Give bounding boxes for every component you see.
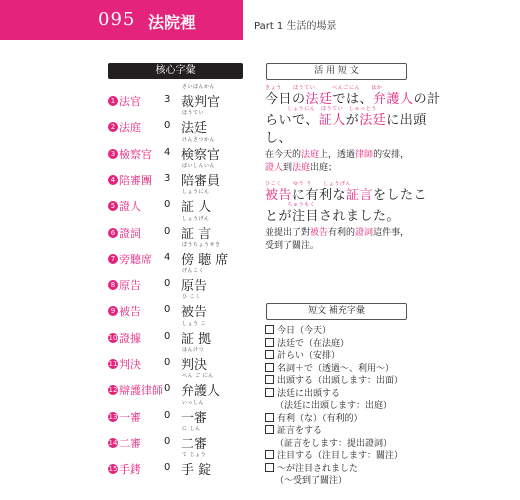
vocab-number-badge: 15 <box>108 465 118 474</box>
vocab-chinese: 法庭 <box>119 121 141 135</box>
checkbox-icon <box>265 363 274 372</box>
vocab-number-badge: 7 <box>108 254 118 264</box>
vocab-chinese: 判決 <box>119 358 141 371</box>
vocab-row <box>108 162 248 195</box>
phrase2-line-1: 被告に有利な証言をしたこ <box>265 188 428 203</box>
supp-item <box>265 386 340 399</box>
chapter-number: 095 <box>98 9 136 30</box>
vocab-number-badge: 12 <box>108 386 118 395</box>
checkbox-icon <box>265 325 274 334</box>
vocab-japanese: 一審 <box>181 410 208 426</box>
vocab-accent: 0 <box>164 225 171 237</box>
phrase2-zh-2: 受到了關注。 <box>265 241 320 251</box>
vocab-number-badge: 10 <box>108 333 118 342</box>
vocab-row <box>108 320 248 353</box>
supp-item <box>275 436 392 449</box>
phrase1-line-1: 今日の法廷では、弁護人の計 <box>265 92 441 107</box>
supp-item <box>265 348 340 361</box>
supp-item-text: （法廷に出頭します：出庭） <box>275 401 393 411</box>
phrase2-ruby-2: ちゅうもく <box>265 202 316 208</box>
vocab-chinese: 被告 <box>119 305 141 319</box>
vocab-japanese: 傍 聴 席 <box>181 252 229 268</box>
vocab-japanese: 原告 <box>181 279 208 295</box>
vocab-number-badge: 1 <box>108 96 118 106</box>
vocab-number-badge: 2 <box>108 122 118 132</box>
checkbox-icon <box>265 338 274 347</box>
chapter-title: 法院裡 <box>148 13 197 32</box>
vocab-japanese: 証 人 <box>181 200 212 216</box>
phrase2-zh-1: 並提出了對被告有利的證詞這件事， <box>265 228 410 238</box>
supp-item-text: 名詞＋で（透過～、利用～） <box>277 363 395 374</box>
checkbox-icon <box>265 388 274 397</box>
vocab-accent: 0 <box>164 120 171 132</box>
vocab-accent: 4 <box>164 251 171 263</box>
vocab-japanese: 手 錠 <box>181 463 212 479</box>
supp-item-text: 証言をする <box>277 426 323 436</box>
vocab-ruby: ばいしんいん <box>182 162 216 169</box>
phrase2-ruby-1: ひこく ゆう り しょうげん <box>265 181 352 187</box>
supp-item-text: 出頭する（出頭します：出面） <box>277 376 404 386</box>
supp-item <box>265 373 403 386</box>
vocab-row <box>108 84 248 116</box>
vocab-chinese: 旁聽席 <box>119 252 152 266</box>
vocab-accent: 3 <box>164 94 171 105</box>
supp-item <box>265 323 331 336</box>
vocab-japanese: 検察官 <box>181 147 221 163</box>
supp-item-text: 計らい（安排） <box>277 351 341 361</box>
vocab-ruby: べん ご にん <box>182 373 214 380</box>
checkbox-icon <box>265 375 274 384</box>
supp-vocab-heading: 短文 補充字彙 <box>266 303 407 320</box>
checkbox-icon <box>265 425 274 434</box>
vocab-number-badge: 6 <box>108 228 118 238</box>
supp-item-text: 今日（今天） <box>277 326 332 336</box>
supp-item <box>265 423 322 436</box>
vocab-chinese: 法官 <box>119 95 141 108</box>
vocab-ruby: いっしん <box>182 399 205 406</box>
vocab-row <box>108 347 248 379</box>
vocab-row <box>108 399 248 432</box>
vocab-japanese: 法廷 <box>181 121 208 137</box>
vocab-ruby: けんさつかん <box>182 136 216 143</box>
vocab-row <box>108 268 248 300</box>
phrase2-line-2: とが注目されました。 <box>265 209 401 224</box>
phrase1-ruby-1: きょう ほうてい べんごにん はか <box>265 85 383 91</box>
supp-item-text: 法廷に出頭する <box>277 388 341 399</box>
vocab-chinese: 辯護律師 <box>119 384 163 398</box>
supp-item <box>265 336 349 349</box>
vocab-accent: 0 <box>164 409 171 421</box>
supp-item-text: （証言をします：提出證詞） <box>275 438 393 449</box>
supp-item <box>265 461 358 474</box>
vocab-number-badge: 4 <box>108 175 118 185</box>
checkbox-icon <box>265 413 274 422</box>
vocab-chinese: 原告 <box>119 279 141 293</box>
supp-item-text: （～受到了關注） <box>275 476 348 486</box>
vocab-japanese: 証 拠 <box>181 331 212 347</box>
vocab-ruby: ほうてい <box>182 110 205 117</box>
vocab-ruby: しょうげん <box>182 215 210 222</box>
vocab-accent: 0 <box>164 278 171 290</box>
supp-item <box>275 473 347 486</box>
vocab-ruby: さいばんかん <box>182 84 216 90</box>
vocab-japanese: 陪審員 <box>181 173 221 189</box>
phrase1-zh-2: 證人到法庭出庭； <box>265 163 338 173</box>
vocab-japanese: 証 言 <box>181 226 212 242</box>
vocab-number-badge: 11 <box>108 360 118 368</box>
vocab-number-badge: 14 <box>108 438 118 447</box>
vocab-accent: 0 <box>164 304 171 316</box>
vocab-accent: 3 <box>164 172 171 184</box>
vocab-japanese: 判決 <box>181 358 208 373</box>
vocab-chinese: 證人 <box>119 200 141 214</box>
core-vocab-heading: 核心字彙 <box>108 63 243 79</box>
vocab-row <box>108 215 248 248</box>
vocab-chinese: 證詞 <box>119 226 141 240</box>
vocab-ruby: しょう こ <box>182 320 207 327</box>
checkbox-icon <box>265 350 274 359</box>
vocab-japanese: 二審 <box>181 436 208 452</box>
vocab-row <box>108 110 248 142</box>
part-label: Part 1 生活的場景 <box>254 21 337 32</box>
vocab-row <box>108 241 248 274</box>
supp-item <box>265 448 403 461</box>
phrases-heading: 活 用 短 文 <box>266 63 407 80</box>
supp-item-text: 注目する（注目します：關注） <box>277 451 404 461</box>
vocab-ruby: はんけつ <box>182 347 205 353</box>
vocab-number-badge: 13 <box>108 412 118 421</box>
phrase1-line-2: らいで、証人が法廷に出頭 <box>265 113 427 128</box>
vocab-ruby: げんこく <box>182 268 205 275</box>
phrase1-ruby-2: しょうにん ほうてい しゅっとう <box>265 106 378 112</box>
vocab-accent: 0 <box>164 199 171 211</box>
vocab-chinese: 一審 <box>119 410 141 424</box>
vocab-row <box>108 189 248 221</box>
vocab-accent: 0 <box>164 357 171 368</box>
vocab-row <box>108 136 248 169</box>
vocab-number-badge: 3 <box>108 149 118 159</box>
vocab-ruby: に しん <box>182 425 201 432</box>
vocab-row <box>108 452 248 484</box>
vocab-ruby: て じょう <box>182 452 207 459</box>
vocab-number-badge: 9 <box>108 306 118 316</box>
vocab-chinese: 陪審團 <box>119 173 152 187</box>
vocab-ruby: しょうにん <box>182 189 210 196</box>
vocab-accent: 0 <box>164 330 171 342</box>
vocab-ruby: ひ こく <box>182 294 201 301</box>
vocab-chinese: 證據 <box>119 331 141 345</box>
vocab-chinese: 檢察官 <box>119 147 152 161</box>
vocab-accent: 0 <box>164 462 171 474</box>
vocab-row <box>108 373 248 405</box>
vocab-row <box>108 294 248 326</box>
vocab-chinese: 手銬 <box>119 463 141 477</box>
checkbox-icon <box>265 463 274 472</box>
vocab-japanese: 被告 <box>181 305 208 321</box>
vocab-chinese: 二審 <box>119 436 141 450</box>
vocab-accent: 0 <box>164 383 171 395</box>
vocab-ruby: ぼうちょうせき <box>182 241 221 248</box>
vocab-row <box>108 425 248 458</box>
vocab-japanese: 裁判官 <box>181 95 221 110</box>
supp-item <box>265 411 363 424</box>
checkbox-icon <box>265 450 274 459</box>
supp-item <box>275 398 392 411</box>
supp-item-text: 有利（な）（有利的） <box>277 413 363 424</box>
vocab-accent: 0 <box>164 435 171 447</box>
supp-item-text: ～が注目されました <box>277 463 359 474</box>
phrase1-zh-1: 在今天的法庭上，透過律師的安排， <box>265 150 410 160</box>
vocab-accent: 4 <box>164 146 171 158</box>
supp-item-text: 法廷で（在法庭） <box>277 338 350 349</box>
vocab-number-badge: 8 <box>108 280 118 290</box>
vocab-number-badge: 5 <box>108 201 118 211</box>
supp-item <box>265 361 394 374</box>
phrase1-line-3: し、 <box>265 131 293 146</box>
vocab-japanese: 弁護人 <box>181 384 221 400</box>
